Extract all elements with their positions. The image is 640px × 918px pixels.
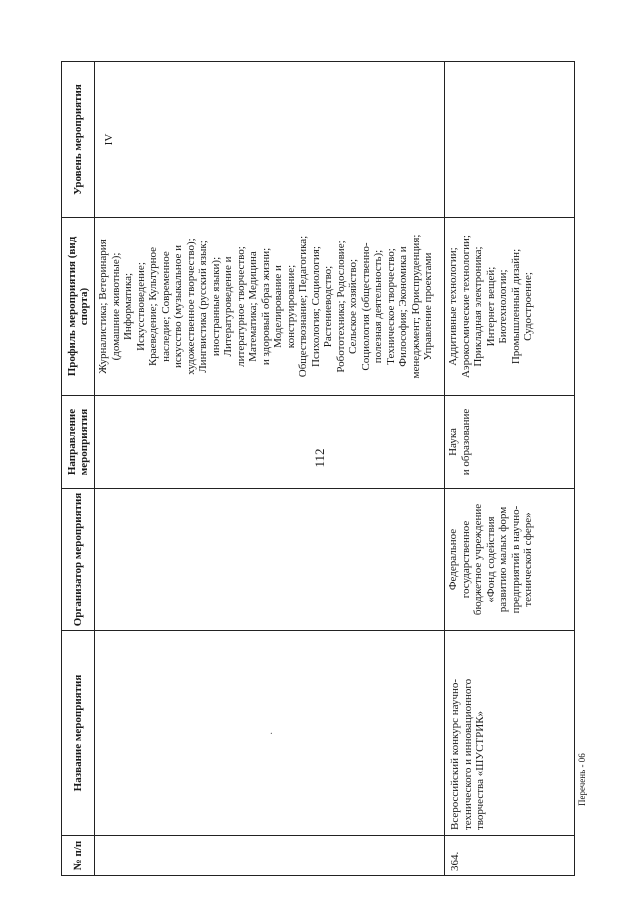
profile-line: (домашние животные);: [109, 252, 122, 361]
cell-num-continued: [95, 836, 445, 876]
page-footer: Перечень - 06: [577, 753, 587, 806]
header-name: Название мероприятия: [62, 631, 95, 836]
organizer-line: государственное: [459, 520, 472, 599]
profile-line: Техническое творчество;: [384, 248, 397, 365]
profile-line: Моделирование и: [272, 265, 284, 348]
name-line: технического и инновационного: [461, 678, 474, 830]
profile-line: Социология (общественно-: [359, 242, 372, 371]
profile-line: и здоровый образ жизни;: [259, 247, 272, 366]
cell-name-continued: [95, 631, 445, 836]
profile-line: искусство (музыкальное и: [172, 245, 184, 368]
profile-line: Прикладная электроника;: [472, 246, 484, 367]
profile-line: Обществознание; Педагогика;: [297, 235, 309, 378]
cell-name: [445, 631, 575, 836]
profile-line: менеджмент; Юриспруденция;: [409, 234, 422, 379]
table-row: [445, 62, 575, 876]
name-line: Всероссийский конкурс научно-: [449, 678, 461, 830]
profile-line: Краеведение; Культурное: [147, 246, 159, 367]
profile-line: Управление проектами: [422, 252, 434, 361]
profile-line: художественное творчество);: [184, 238, 197, 375]
profile-line: Сельское хозяйство;: [347, 258, 359, 355]
profile-line: литературное творчество;: [234, 246, 247, 367]
profile-line: Растениеводство;: [322, 265, 334, 348]
profile-line: Аэрокосмические технологии;: [459, 235, 472, 379]
profile-line: Искусствоведение;: [134, 262, 147, 351]
organizer-line: «Фонд содействия: [484, 516, 497, 603]
cell-level: IV: [95, 62, 445, 218]
table-header-row: [62, 62, 95, 876]
header-organizer: Организатор мероприятия: [62, 489, 95, 631]
profile-line: Робототехника; Родословие;: [334, 240, 347, 373]
header-direction: Направление мероприятия: [62, 396, 95, 489]
organizer-line: развитию малых форм: [497, 506, 509, 613]
page-number: 112: [312, 448, 327, 468]
events-table: [61, 61, 575, 876]
profile-line: Промышленный дизайн;: [509, 248, 522, 365]
profile-line: иностранные языки);: [209, 256, 222, 357]
name-line: творчества «ШУСТРИК»: [474, 710, 486, 830]
profile-line: Журналистика; Ветеринария: [97, 239, 109, 374]
profile-line: конструирование;: [284, 264, 297, 349]
profile-line: Математика; Медицина: [247, 251, 259, 362]
profile-line: Судостроение;: [522, 272, 534, 341]
cell-num: 364.: [445, 836, 575, 876]
profile-line: Философия; Экономика и: [397, 246, 409, 367]
profile-line: Интернет вещей;: [484, 266, 497, 347]
cell-profile: [445, 218, 575, 396]
cell-level-364: [445, 62, 575, 218]
cell-direction: [445, 396, 575, 489]
organizer-line: технической сфере»: [522, 512, 534, 607]
profile-line: наследие; Современное: [159, 251, 172, 362]
direction-line: и образование: [459, 408, 472, 476]
profile-line: Информатика;: [122, 272, 134, 341]
profile-line: полезная деятельность);: [372, 249, 384, 364]
organizer-line: бюджетное учреждение: [472, 503, 484, 616]
profile-line: Психология; Социология;: [309, 246, 322, 367]
organizer-line: Федеральное: [447, 528, 459, 591]
header-num: № п/п: [62, 836, 95, 876]
profile-line: Литературоведение и: [222, 256, 234, 357]
cell-organizer: [445, 489, 575, 631]
stray-mark: ·: [267, 731, 278, 735]
cell-profile-continued: [95, 218, 445, 396]
profile-line: Аддитивные технологии;: [447, 247, 459, 366]
cell-direction-continued: [95, 396, 445, 489]
header-profile: Профиль мероприятия (вид спорта): [62, 218, 95, 396]
direction-line: Наука: [447, 428, 459, 456]
table-row-continued: [95, 62, 445, 876]
cell-organizer-continued: [95, 489, 445, 631]
profile-line: Биотехнологии;: [497, 269, 509, 344]
events-table-rotated: [61, 62, 574, 876]
organizer-line: предприятий в научно-: [509, 505, 522, 614]
profile-line: Лингвистика (русский язык;: [197, 240, 209, 373]
header-level: Уровень мероприятия: [62, 62, 95, 218]
